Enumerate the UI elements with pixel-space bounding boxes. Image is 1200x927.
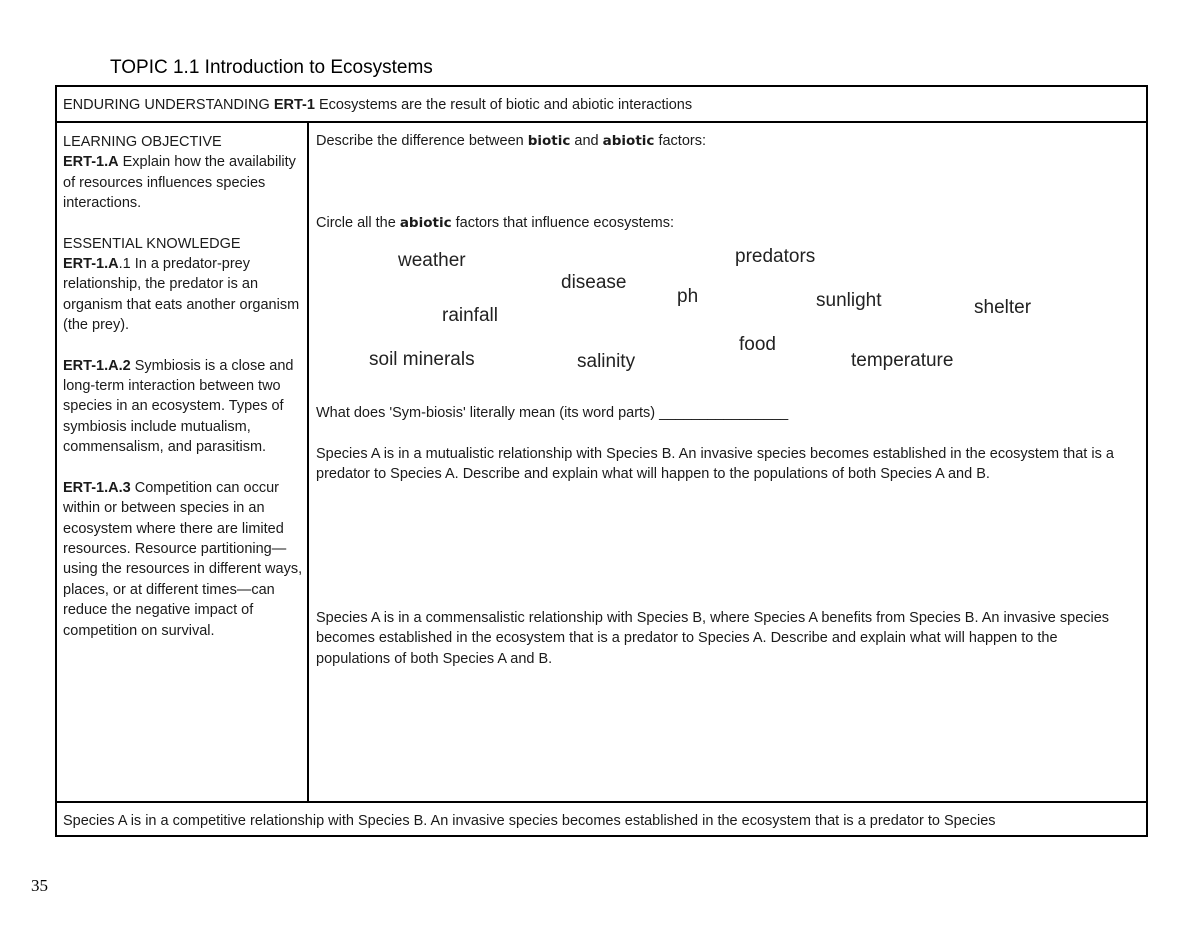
word-bank-item[interactable]: ph	[677, 286, 699, 307]
ek-code-suffix: .1	[118, 256, 131, 273]
q1-bold-biotic: biotic	[527, 133, 571, 149]
ek-text: Competition can occur within or between species in an ecosystem where there are limited resources. Resource partitioning— using the resources in different ways, places, or at different times—can reduce the negative impact of competition on survival.	[63, 479, 303, 639]
lo-code: ERT-1.A	[63, 154, 119, 171]
learning-objective	[63, 132, 303, 214]
word-bank-item[interactable]: rainfall	[442, 305, 498, 326]
worksheet-table	[55, 85, 1148, 837]
ek-text: In a predator-prey relationship, the predator is an organism that eats another organism (the prey).	[63, 256, 300, 334]
q1-text: Describe the difference between	[316, 133, 524, 149]
question-symbiosis-meaning: What does 'Sym-biosis' literally mean (its word parts) ________________	[316, 405, 789, 421]
essential-knowledge-2	[63, 356, 303, 458]
essential-knowledge-1	[63, 234, 303, 336]
q2-text: Circle all the	[316, 215, 396, 231]
ek-label: ESSENTIAL KNOWLEDGE	[63, 235, 241, 252]
eu-text: Ecosystems are the result of biotic and abiotic interactions	[318, 97, 693, 113]
ek-code: ERT-1.A.3	[63, 479, 131, 496]
lo-text: Explain how the availability of resources influences species interactions.	[63, 154, 296, 212]
ek-text: Symbiosis is a close and long-term interaction between two species in an ecosystem. Types of symbiosis include mutualism, commensalism, and parasitism.	[63, 357, 294, 456]
q2-text-end: factors that influence ecosystems:	[455, 215, 675, 231]
word-bank-item[interactable]: food	[739, 334, 776, 355]
word-bank-item[interactable]: temperature	[851, 350, 954, 371]
questions-column	[309, 123, 1146, 801]
essential-knowledge-3	[63, 478, 303, 641]
enduring-understanding-row	[57, 87, 1146, 123]
word-bank-item[interactable]: weather	[398, 250, 466, 271]
word-bank-item[interactable]: sunlight	[816, 290, 882, 311]
question-circle-abiotic	[316, 213, 1132, 233]
word-bank-item[interactable]: disease	[561, 272, 627, 293]
standards-column	[57, 123, 309, 801]
question-biotic-abiotic	[316, 131, 1132, 151]
question-commensalism: Species A is in a commensalistic relationship with Species B, where Species A benefits from Species B. An invasive species becomes established in the ecosystem that is a predator to Species A. Describe and explain what will happen to the populations of both Species A and B.	[316, 610, 1110, 667]
ek-code: ERT-1.A.2	[63, 357, 131, 374]
eu-code: ERT-1	[273, 97, 315, 113]
ek-code: ERT-1.A	[63, 256, 119, 273]
q1-text-end: factors:	[658, 133, 706, 149]
eu-label: ENDURING UNDERSTANDING	[63, 97, 270, 113]
word-bank-item[interactable]: salinity	[577, 351, 636, 372]
word-bank-item[interactable]: soil minerals	[369, 349, 475, 370]
q2-bold-abiotic: abiotic	[399, 215, 452, 231]
page-title: TOPIC 1.1 Introduction to Ecosystems	[110, 57, 433, 78]
question-competition: Species A is in a competitive relationship with Species B. An invasive species becomes established in the ecosystem that is a predator to Species	[57, 801, 1146, 835]
page-number: 35	[31, 876, 48, 895]
lo-label: LEARNING OBJECTIVE	[63, 134, 222, 150]
q1-text-and: and	[574, 133, 599, 149]
question-mutualism: Species A is in a mutualistic relationship with Species B. An invasive species becomes established in the ecosystem that is a predator to Species A. Describe and explain what will happen to the populations of both Species A and B.	[316, 446, 1114, 483]
word-bank-item[interactable]: shelter	[974, 297, 1032, 318]
q1-bold-abiotic: abiotic	[602, 133, 655, 149]
word-bank-item[interactable]: predators	[735, 246, 816, 267]
